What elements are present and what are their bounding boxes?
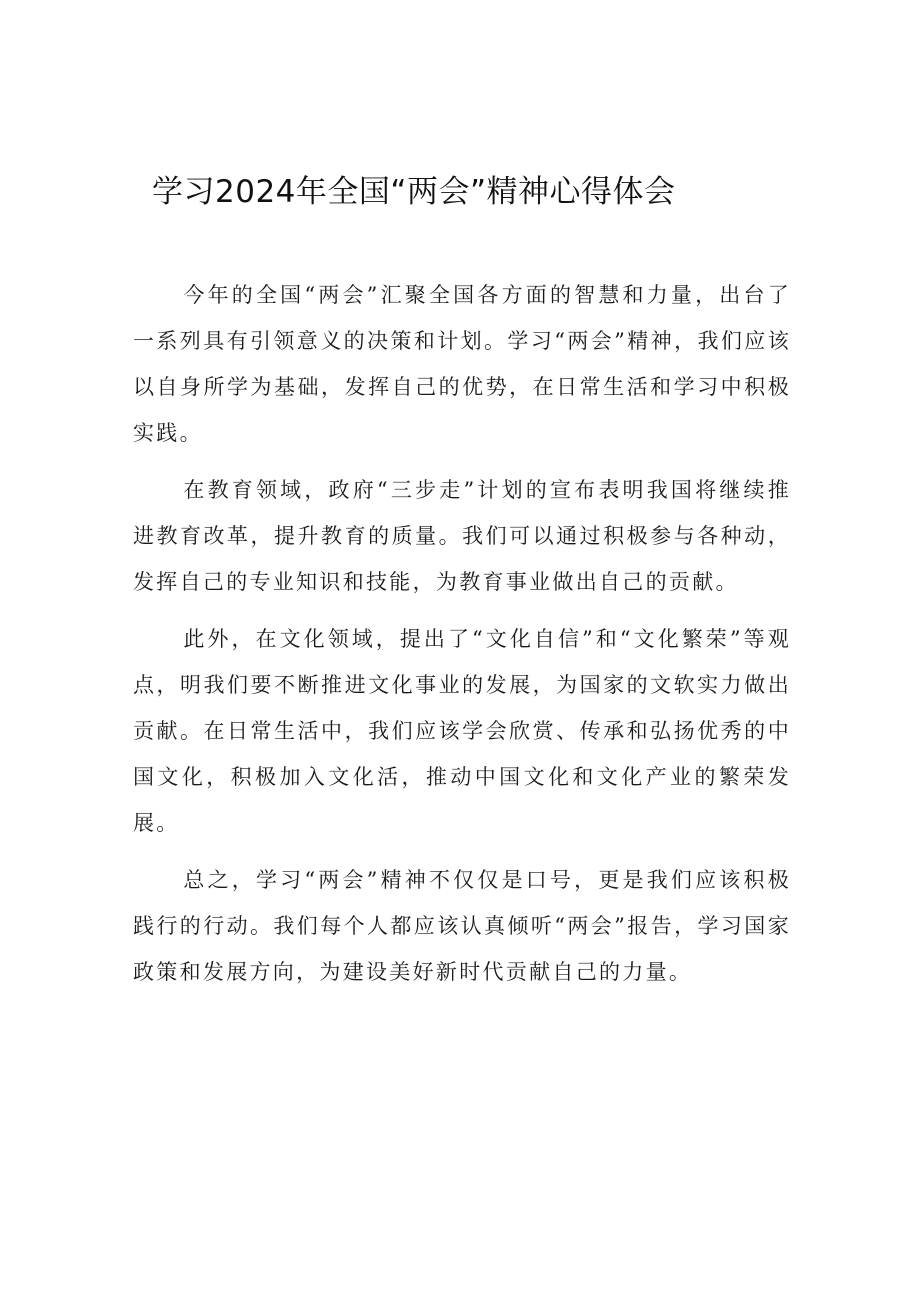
paragraph-4: 总之，学习“两会”精神不仅仅是口号，更是我们应该积极践行的行动。我们每个人都应该认真倾听“两会”报告，学习国家政策和发展方向，为建设美好新时代贡献自己的力量。 [133,868,791,984]
paragraph-3: 此外，在文化领域，提出了“文化自信”和“文化繁荣”等观点，明我们要不断推进文化事业的发展，为国家的文软实力做出贡献。在日常生活中，我们应该学会欣赏、传承和弘扬优秀的中国文化，积极加入文化活，推动中国文化和文化产业的繁荣发展。 [133,627,791,835]
paragraph-2: 在教育领域，政府“三步走”计划的宣布表明我国将继续推进教育改革，提升教育的质量。我们可以通过积极参与各种动，发挥自己的专业知识和技能，为教育事业做出自己的贡献。 [133,478,791,594]
paragraph-1: 今年的全国“两会”汇聚全国各方面的智慧和力量，出台了一系列具有引领意义的决策和计划。学习“两会”精神，我们应该以自身所学为基础，发挥自己的优势，在日常生活和学习中积极实践。 [133,283,791,445]
document-body [133,272,791,1006]
document-title: 学习2024年全国“两会”精神心得体会 [152,174,676,210]
